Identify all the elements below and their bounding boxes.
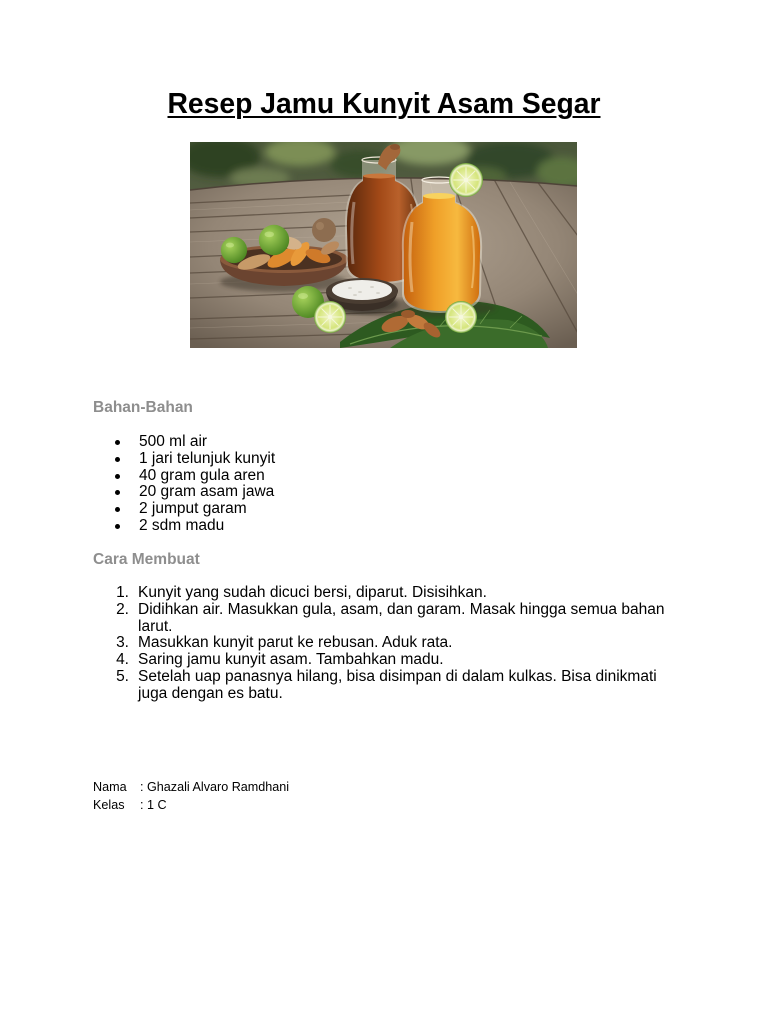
name-value: : Ghazali Alvaro Ramdhani bbox=[140, 780, 290, 794]
jamu-photo bbox=[190, 142, 577, 348]
step-number: 4. bbox=[116, 651, 129, 669]
ingredients-heading: Bahan-Bahan bbox=[93, 399, 193, 416]
lime bbox=[221, 237, 247, 263]
student-info bbox=[93, 778, 289, 814]
steps-heading: Cara Membuat bbox=[93, 551, 200, 568]
step-text: Didihkan air. Masukkan gula, asam, dan garam. Masak hingga semua bahan larut. bbox=[138, 600, 665, 635]
name-label: Nama bbox=[93, 780, 127, 794]
lime bbox=[259, 225, 289, 255]
bullet-icon bbox=[115, 507, 120, 512]
bullet-icon bbox=[115, 524, 120, 529]
step-item bbox=[116, 584, 678, 602]
class-label: Kelas bbox=[93, 798, 125, 812]
bullet-icon bbox=[115, 490, 120, 495]
step-text: Setelah uap panasnya hilang, bisa disimpan di dalam kulkas. Bisa dinikmati juga dengan es batu. bbox=[138, 667, 657, 702]
ingredient-text: 40 gram gula aren bbox=[139, 466, 265, 484]
step-item bbox=[116, 667, 678, 703]
ingredient-item bbox=[139, 451, 679, 468]
steps-list bbox=[116, 584, 678, 703]
ingredient-item bbox=[139, 518, 679, 535]
step-number: 5. bbox=[116, 667, 129, 685]
step-text: Saring jamu kunyit asam. Tambahkan madu. bbox=[138, 651, 444, 669]
ingredients-list bbox=[139, 434, 679, 535]
lime-slice bbox=[445, 301, 477, 333]
class-value: : 1 C bbox=[140, 798, 167, 812]
step-item bbox=[116, 651, 678, 669]
bullet-icon bbox=[115, 457, 120, 462]
student-name-row bbox=[93, 778, 289, 796]
student-class-row bbox=[93, 796, 289, 814]
page-title: Resep Jamu Kunyit Asam Segar bbox=[167, 87, 601, 119]
ingredient-item bbox=[139, 484, 679, 501]
ingredient-text: 500 ml air bbox=[139, 433, 208, 450]
step-text: Masukkan kunyit parut ke rebusan. Aduk rata. bbox=[138, 634, 453, 652]
tamarind bbox=[312, 218, 336, 242]
ingredient-item bbox=[139, 501, 679, 518]
ingredient-text: 1 jari telunjuk kunyit bbox=[139, 449, 276, 467]
ingredient-text: 2 sdm madu bbox=[139, 516, 225, 534]
step-number: 1. bbox=[116, 584, 129, 601]
ingredient-item bbox=[139, 434, 679, 451]
lime-slice bbox=[314, 301, 346, 333]
step-number: 2. bbox=[116, 600, 129, 618]
bullet-icon bbox=[115, 440, 120, 445]
ingredient-text: 20 gram asam jawa bbox=[139, 483, 275, 501]
step-item bbox=[116, 600, 678, 636]
lime-slice-garnish bbox=[449, 163, 483, 197]
step-item bbox=[116, 634, 678, 652]
step-number: 3. bbox=[116, 634, 129, 652]
ingredient-item bbox=[139, 468, 679, 485]
ingredient-text: 2 jumput garam bbox=[139, 500, 247, 518]
step-text: Kunyit yang sudah dicuci bersi, diparut. Disisihkan. bbox=[138, 584, 487, 601]
bullet-icon bbox=[115, 474, 120, 479]
